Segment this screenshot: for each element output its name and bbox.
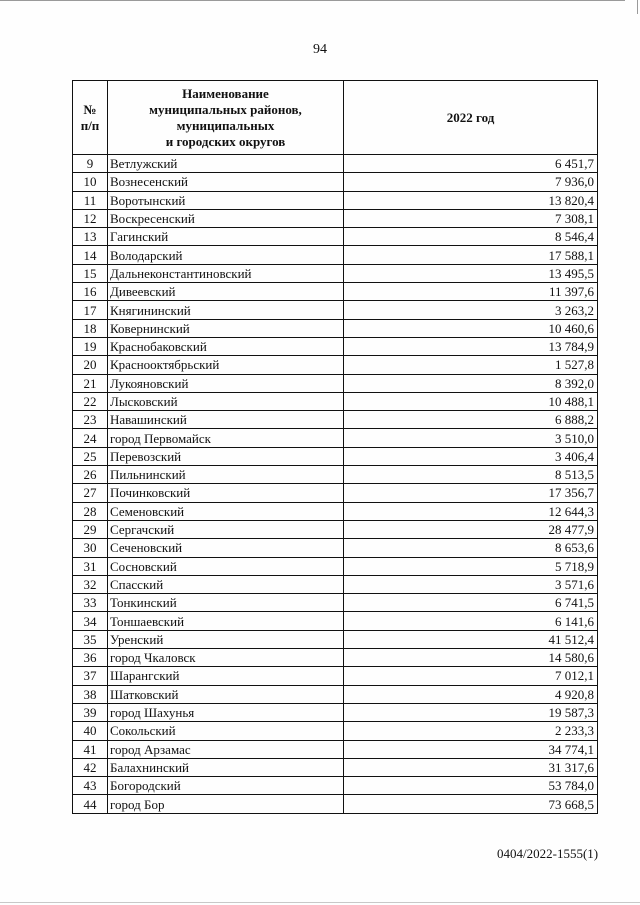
col-header-year: 2022 год bbox=[344, 81, 598, 155]
table-row bbox=[73, 594, 598, 612]
district-name-cell: Шарангский bbox=[108, 667, 344, 685]
district-name-cell: Починковский bbox=[108, 484, 344, 502]
table-row bbox=[73, 356, 598, 374]
district-name-cell: Перевозский bbox=[108, 447, 344, 465]
district-name-cell: Шатковский bbox=[108, 685, 344, 703]
table-row bbox=[73, 191, 598, 209]
table-row bbox=[73, 795, 598, 813]
table-row bbox=[73, 649, 598, 667]
row-number-cell: 9 bbox=[73, 155, 108, 173]
table-row bbox=[73, 392, 598, 410]
col-header-number: № п/п bbox=[73, 81, 108, 155]
row-number-cell: 17 bbox=[73, 301, 108, 319]
table-row bbox=[73, 557, 598, 575]
row-number-cell: 30 bbox=[73, 539, 108, 557]
table-row bbox=[73, 283, 598, 301]
value-2022-cell: 8 653,6 bbox=[344, 539, 598, 557]
district-name-cell: Уренский bbox=[108, 630, 344, 648]
district-name-cell: Тоншаевский bbox=[108, 612, 344, 630]
value-2022-cell: 6 741,5 bbox=[344, 594, 598, 612]
district-name-cell: Сосновский bbox=[108, 557, 344, 575]
row-number-cell: 16 bbox=[73, 283, 108, 301]
row-number-cell: 24 bbox=[73, 429, 108, 447]
value-2022-cell: 6 451,7 bbox=[344, 155, 598, 173]
district-name-cell: Воротынский bbox=[108, 191, 344, 209]
district-name-cell: Краснооктябрьский bbox=[108, 356, 344, 374]
row-number-cell: 21 bbox=[73, 374, 108, 392]
document-code: 0404/2022-1555(1) bbox=[497, 846, 599, 861]
row-number-cell: 20 bbox=[73, 356, 108, 374]
table-row bbox=[73, 758, 598, 776]
value-2022-cell: 12 644,3 bbox=[344, 502, 598, 520]
district-name-cell: город Шахунья bbox=[108, 703, 344, 721]
value-2022-cell: 7 308,1 bbox=[344, 209, 598, 227]
row-number-cell: 37 bbox=[73, 667, 108, 685]
row-number-cell: 12 bbox=[73, 209, 108, 227]
value-2022-cell: 34 774,1 bbox=[344, 740, 598, 758]
district-name-cell: Спасский bbox=[108, 575, 344, 593]
row-number-cell: 38 bbox=[73, 685, 108, 703]
value-2022-cell: 3 406,4 bbox=[344, 447, 598, 465]
district-name-cell: Пильнинский bbox=[108, 466, 344, 484]
district-name-cell: Княгининский bbox=[108, 301, 344, 319]
district-name-cell: Дальнеконстантиновский bbox=[108, 264, 344, 282]
row-number-cell: 33 bbox=[73, 594, 108, 612]
row-number-cell: 14 bbox=[73, 246, 108, 264]
value-2022-cell: 10 460,6 bbox=[344, 319, 598, 337]
row-number-cell: 39 bbox=[73, 703, 108, 721]
value-2022-cell: 5 718,9 bbox=[344, 557, 598, 575]
table-row bbox=[73, 429, 598, 447]
district-name-cell: Вознесенский bbox=[108, 173, 344, 191]
table-row bbox=[73, 411, 598, 429]
row-number-cell: 36 bbox=[73, 649, 108, 667]
scan-edge-corner bbox=[637, 0, 638, 14]
district-name-cell: Воскресенский bbox=[108, 209, 344, 227]
row-number-cell: 27 bbox=[73, 484, 108, 502]
table-row bbox=[73, 667, 598, 685]
table-row bbox=[73, 740, 598, 758]
row-number-cell: 44 bbox=[73, 795, 108, 813]
value-2022-cell: 13 784,9 bbox=[344, 337, 598, 355]
value-2022-cell: 17 356,7 bbox=[344, 484, 598, 502]
district-name-cell: Краснобаковский bbox=[108, 337, 344, 355]
value-2022-cell: 13 820,4 bbox=[344, 191, 598, 209]
district-name-cell: Ветлужский bbox=[108, 155, 344, 173]
row-number-cell: 34 bbox=[73, 612, 108, 630]
district-name-cell: Дивеевский bbox=[108, 283, 344, 301]
table-row bbox=[73, 447, 598, 465]
district-name-cell: Лысковский bbox=[108, 392, 344, 410]
value-2022-cell: 31 317,6 bbox=[344, 758, 598, 776]
table-row bbox=[73, 703, 598, 721]
table-row bbox=[73, 155, 598, 173]
district-name-cell: Балахнинский bbox=[108, 758, 344, 776]
table-row bbox=[73, 612, 598, 630]
district-name-cell: Ковернинский bbox=[108, 319, 344, 337]
table-row bbox=[73, 209, 598, 227]
district-name-cell: Сокольский bbox=[108, 722, 344, 740]
value-2022-cell: 7 012,1 bbox=[344, 667, 598, 685]
table-row bbox=[73, 630, 598, 648]
row-number-cell: 22 bbox=[73, 392, 108, 410]
district-name-cell: Навашинский bbox=[108, 411, 344, 429]
row-number-cell: 10 bbox=[73, 173, 108, 191]
row-number-cell: 11 bbox=[73, 191, 108, 209]
value-2022-cell: 17 588,1 bbox=[344, 246, 598, 264]
row-number-cell: 18 bbox=[73, 319, 108, 337]
table-row bbox=[73, 520, 598, 538]
table-row bbox=[73, 466, 598, 484]
value-2022-cell: 8 546,4 bbox=[344, 228, 598, 246]
table-row bbox=[73, 722, 598, 740]
table-row bbox=[73, 246, 598, 264]
row-number-cell: 29 bbox=[73, 520, 108, 538]
scan-edge-bottom bbox=[0, 902, 640, 903]
table-row bbox=[73, 264, 598, 282]
value-2022-cell: 4 920,8 bbox=[344, 685, 598, 703]
table-row bbox=[73, 502, 598, 520]
district-name-cell: Семеновский bbox=[108, 502, 344, 520]
col-header-name: Наименование муниципальных районов, муниципальных и городских округов bbox=[108, 81, 344, 155]
districts-table bbox=[72, 80, 598, 814]
value-2022-cell: 28 477,9 bbox=[344, 520, 598, 538]
row-number-cell: 42 bbox=[73, 758, 108, 776]
row-number-cell: 41 bbox=[73, 740, 108, 758]
scan-edge-top bbox=[0, 0, 625, 1]
table-row bbox=[73, 228, 598, 246]
page-number: 94 bbox=[313, 42, 327, 57]
value-2022-cell: 11 397,6 bbox=[344, 283, 598, 301]
value-2022-cell: 3 263,2 bbox=[344, 301, 598, 319]
value-2022-cell: 3 510,0 bbox=[344, 429, 598, 447]
value-2022-cell: 8 392,0 bbox=[344, 374, 598, 392]
row-number-cell: 32 bbox=[73, 575, 108, 593]
row-number-cell: 26 bbox=[73, 466, 108, 484]
value-2022-cell: 73 668,5 bbox=[344, 795, 598, 813]
value-2022-cell: 13 495,5 bbox=[344, 264, 598, 282]
value-2022-cell: 2 233,3 bbox=[344, 722, 598, 740]
value-2022-cell: 41 512,4 bbox=[344, 630, 598, 648]
table-row bbox=[73, 575, 598, 593]
district-name-cell: Богородский bbox=[108, 777, 344, 795]
value-2022-cell: 1 527,8 bbox=[344, 356, 598, 374]
row-number-cell: 13 bbox=[73, 228, 108, 246]
row-number-cell: 31 bbox=[73, 557, 108, 575]
district-name-cell: город Чкаловск bbox=[108, 649, 344, 667]
table-row bbox=[73, 685, 598, 703]
table-body bbox=[73, 155, 598, 814]
value-2022-cell: 6 141,6 bbox=[344, 612, 598, 630]
value-2022-cell: 8 513,5 bbox=[344, 466, 598, 484]
district-name-cell: Тонкинский bbox=[108, 594, 344, 612]
table-row bbox=[73, 337, 598, 355]
district-name-cell: город Арзамас bbox=[108, 740, 344, 758]
value-2022-cell: 14 580,6 bbox=[344, 649, 598, 667]
table-row bbox=[73, 319, 598, 337]
district-name-cell: город Бор bbox=[108, 795, 344, 813]
row-number-cell: 19 bbox=[73, 337, 108, 355]
value-2022-cell: 53 784,0 bbox=[344, 777, 598, 795]
row-number-cell: 23 bbox=[73, 411, 108, 429]
district-name-cell: Сеченовский bbox=[108, 539, 344, 557]
table-row bbox=[73, 539, 598, 557]
district-name-cell: Лукояновский bbox=[108, 374, 344, 392]
row-number-cell: 40 bbox=[73, 722, 108, 740]
value-2022-cell: 10 488,1 bbox=[344, 392, 598, 410]
value-2022-cell: 19 587,3 bbox=[344, 703, 598, 721]
row-number-cell: 35 bbox=[73, 630, 108, 648]
value-2022-cell: 6 888,2 bbox=[344, 411, 598, 429]
table-row bbox=[73, 374, 598, 392]
row-number-cell: 43 bbox=[73, 777, 108, 795]
district-name-cell: город Первомайск bbox=[108, 429, 344, 447]
table-row bbox=[73, 173, 598, 191]
table-row bbox=[73, 301, 598, 319]
district-name-cell: Сергачский bbox=[108, 520, 344, 538]
district-name-cell: Володарский bbox=[108, 246, 344, 264]
table-header-row bbox=[73, 81, 598, 155]
row-number-cell: 25 bbox=[73, 447, 108, 465]
table-row bbox=[73, 777, 598, 795]
value-2022-cell: 7 936,0 bbox=[344, 173, 598, 191]
district-name-cell: Гагинский bbox=[108, 228, 344, 246]
value-2022-cell: 3 571,6 bbox=[344, 575, 598, 593]
table-row bbox=[73, 484, 598, 502]
row-number-cell: 15 bbox=[73, 264, 108, 282]
row-number-cell: 28 bbox=[73, 502, 108, 520]
